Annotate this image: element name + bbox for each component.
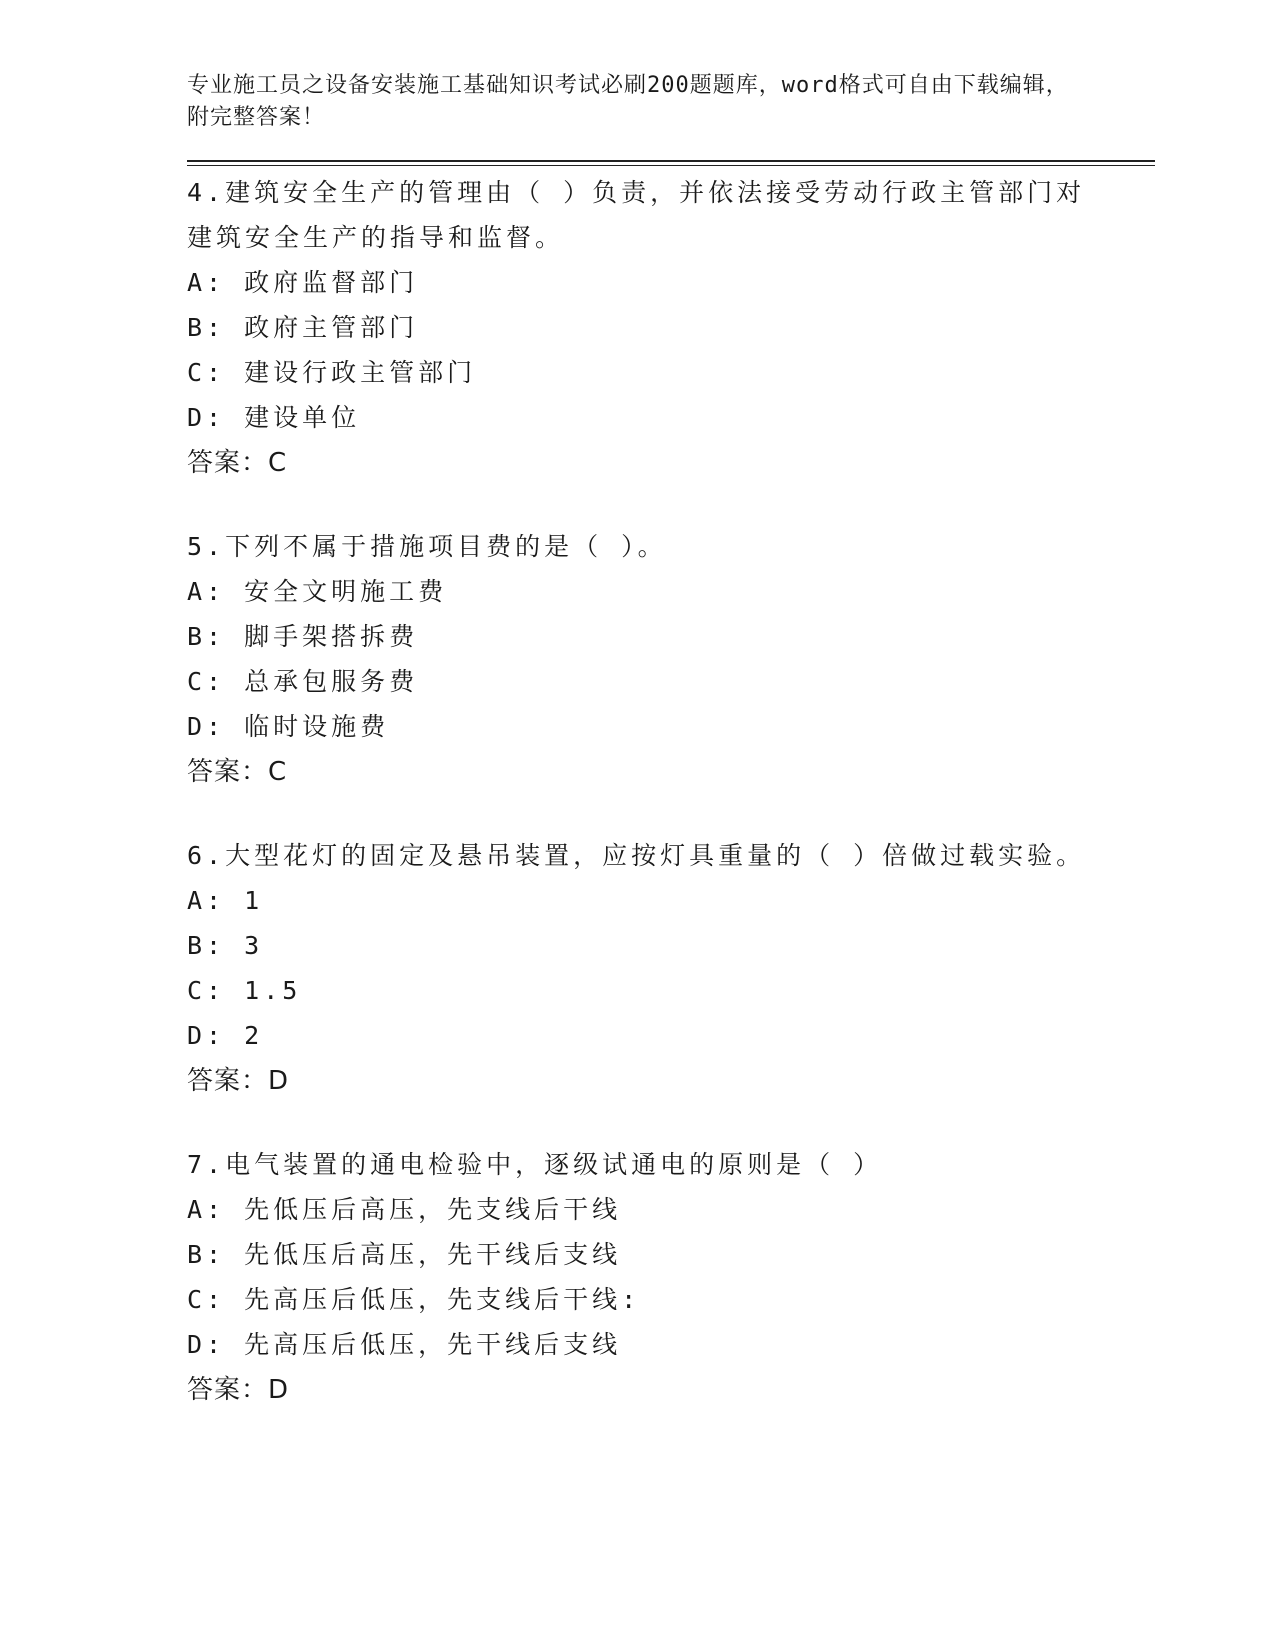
question-list (187, 170, 1155, 1413)
header-divider (187, 160, 1155, 162)
question-stem: 6.大型花灯的固定及悬吊装置，应按灯具重量的（ ）倍做过载实验。 (187, 841, 1086, 870)
answer: 答案：C (187, 448, 288, 478)
answer: 答案：D (187, 1066, 290, 1096)
option-b: B: 先低压后高压，先干线后支线 (187, 1240, 622, 1269)
option-b: B: 脚手架搭拆费 (187, 622, 419, 651)
document-header: 专业施工员之设备安装施工基础知识考试必刷200题题库，word格式可自由下载编辑，附完整答案！ (187, 73, 1069, 130)
question-stem: 5.下列不属于措施项目费的是（ ）。 (187, 532, 667, 561)
question-5 (187, 524, 1155, 795)
option-c: C: 先高压后低压，先支线后干线: (187, 1285, 641, 1314)
question-7 (187, 1142, 1155, 1413)
answer: 答案：C (187, 757, 288, 787)
option-d: D: 建设单位 (187, 403, 361, 432)
answer: 答案：D (187, 1375, 290, 1405)
question-4 (187, 170, 1155, 486)
option-c: C: 总承包服务费 (187, 667, 419, 696)
option-b: B: 3 (187, 931, 264, 960)
option-c: C: 建设行政主管部门 (187, 358, 477, 387)
document-page (187, 70, 1155, 1451)
option-d: D: 临时设施费 (187, 712, 390, 741)
option-a: A: 先低压后高压，先支线后干线 (187, 1195, 622, 1224)
question-stem: 4.建筑安全生产的管理由（ ）负责，并依法接受劳动行政主管部门对建筑安全生产的指导和监督。 (187, 178, 1086, 252)
option-d: D: 2 (187, 1021, 264, 1050)
question-6 (187, 833, 1155, 1104)
option-a: A: 政府监督部门 (187, 268, 419, 297)
option-a: A: 1 (187, 886, 264, 915)
option-d: D: 先高压后低压，先干线后支线 (187, 1330, 622, 1359)
option-a: A: 安全文明施工费 (187, 577, 448, 606)
question-stem: 7.电气装置的通电检验中，逐级试通电的原则是（ ） (187, 1150, 883, 1179)
option-c: C: 1.5 (187, 976, 302, 1005)
option-b: B: 政府主管部门 (187, 313, 419, 342)
